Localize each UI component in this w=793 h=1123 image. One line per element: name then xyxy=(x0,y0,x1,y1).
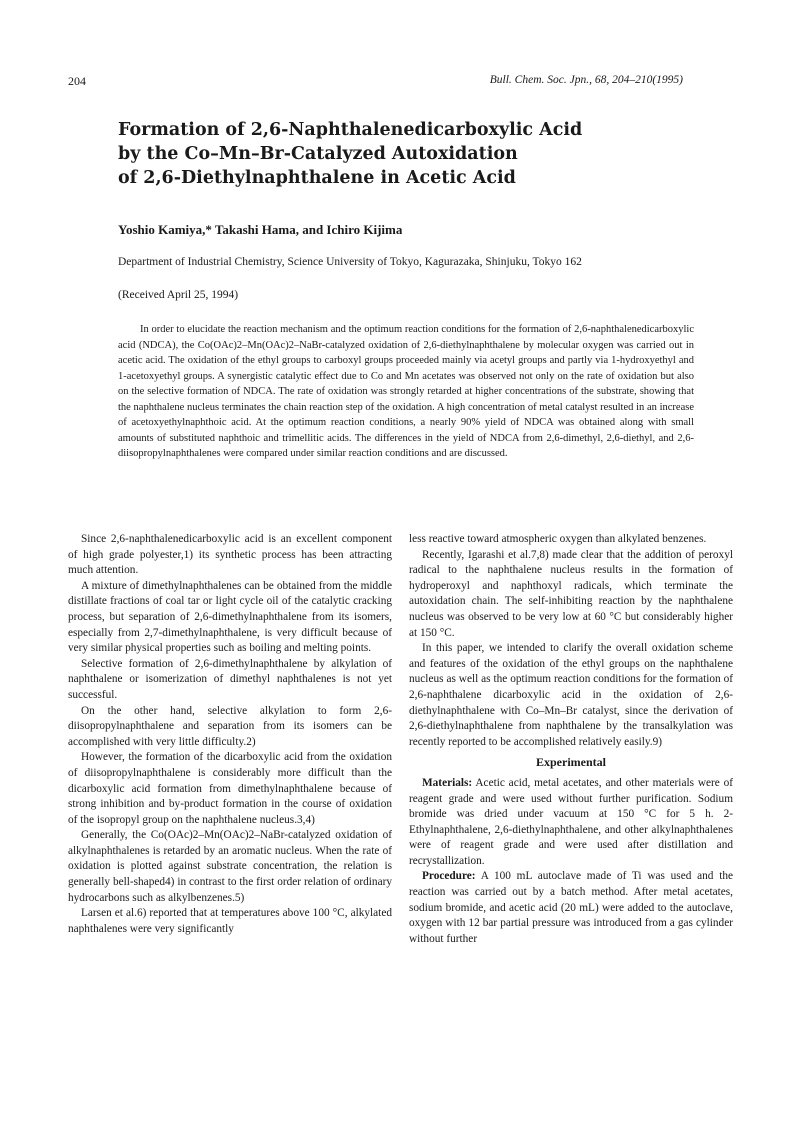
materials-paragraph xyxy=(409,776,733,870)
paragraph: Since 2,6-naphthalenedicarboxylic acid is an excellent component of high grade polyester,1) its synthetic process has been attracting much attention. xyxy=(68,533,392,577)
left-column xyxy=(68,532,392,937)
paragraph: less reactive toward atmospheric oxygen than alkylated benzenes. xyxy=(409,533,707,545)
procedure-text: A 100 mL autoclave made of Ti was used and the reaction was carried out by a batch method. After metal acetates, sodium bromide, and acetic acid (20 mL) were added to the autoclave, oxygen with 12 bar partial pressure was introduced from a gas cylinder without further xyxy=(409,870,733,945)
procedure-paragraph xyxy=(409,869,733,947)
paragraph: Larsen et al.6) reported that at temperatures above 100 °C, alkylated naphthalenes were very significantly xyxy=(68,907,392,935)
title-line-2: by the Co–Mn–Br-Catalyzed Autoxidation xyxy=(118,144,518,164)
title-line-3: of 2,6-Diethylnaphthalene in Acetic Acid xyxy=(118,168,516,188)
section-heading-experimental: Experimental xyxy=(536,755,606,770)
paragraph: Recently, Igarashi et al.7,8) made clear that the addition of peroxyl radical to the naphthalene nucleus results in the formation of hydroperoxyl and naphthoxyl radicals, which terminate the autoxidation chain. The self-inhibiting reaction by the naphthalene nucleus was observed to be very low at 60 °C but considerably higher at 150 °C. xyxy=(409,548,733,639)
running-head: Bull. Chem. Soc. Jpn., 68, 204–210(1995) xyxy=(489,74,683,86)
paragraph: Generally, the Co(OAc)2–Mn(OAc)2–NaBr-catalyzed oxidation of alkylnaphthalenes is retarded by an aromatic nucleus. When the rate of oxidation is plotted against substrate concentration, the relation is generally bell-shaped4) in contrast to the first order relation of ordinary hydrocarbons such as alkylbenzenes.5) xyxy=(68,829,392,904)
affiliation: Department of Industrial Chemistry, Science University of Tokyo, Kagurazaka, Shinjuku, Tokyo 162 xyxy=(118,256,582,268)
materials-text: Acetic acid, metal acetates, and other materials were of reagent grade and were used without further purification. Sodium bromide was dried under vacuum at 150 °C for 5 h. 2-Ethylnaphthalene, 2,6-diethylnaphthalene, and other alkylnaphthalenes were of reagent grade and were used after distillation and recrystallization. xyxy=(409,776,733,867)
article-title xyxy=(118,118,698,190)
paragraph: Selective formation of 2,6-dimethylnaphthalene by alkylation of naphthalene or isomerization of dimethyl naphthalenes is not yet successful. xyxy=(68,657,392,701)
abstract: In order to elucidate the reaction mechanism and the optimum reaction conditions for the formation of 2,6-naphthalenedicarboxylic acid (NDCA), the Co(OAc)2–Mn(OAc)2–NaBr-catalyzed oxidation of 2,6-diethylnaphthalene by molecular oxygen was carried out in acetic acid. The oxidation of the ethyl groups to carboxyl groups proceeded mainly via acetyl groups and partly via 1-hydroxyethyl and 1-acetoxyethyl groups. A synergistic catalytic effect due to Co and Mn acetates was observed not only on the rate of oxidation but also on the selective formation of NDCA. The rate of oxidation was strongly retarded at higher concentrations of the substrate, showing that the naphthalene nucleus terminates the chain reaction step of the oxidation. A high concentration of metal catalyst resulted in an increase of acetoxyethylnaphthoic acid. At the optimum reaction conditions, a nearly 90% yield of NDCA was obtained along with small amounts of substituted naphthoic and trimellitic acids. The differences in the yield of NDCA from 2,6-dimethyl, 2,6-diethyl, and 2,6-diisopropylnaphthalenes were compared under similar reaction conditions and are discussed. xyxy=(118,324,694,459)
paragraph: On the other hand, selective alkylation to form 2,6-diisopropylnaphthalene and separation from its isomers can be accomplished with very little difficulty.2) xyxy=(68,704,392,748)
received-date: (Received April 25, 1994) xyxy=(118,289,239,301)
right-column xyxy=(409,532,733,947)
title-line-1: Formation of 2,6-Naphthalenedicarboxylic Acid xyxy=(118,120,583,140)
author-list: Yoshio Kamiya,* Takashi Hama, and Ichiro Kijima xyxy=(118,222,403,237)
paragraph: However, the formation of the dicarboxylic acid from the oxidation of diisopropylnaphthalene is considerably more difficult than the dicarboxylic acid formation from dimethylnaphthalene because of strong inhibition and by-product formation in the course of oxidation of the isopropyl group on the naphthalene nucleus.3,4) xyxy=(68,751,392,826)
run-in-heading: Materials: xyxy=(422,776,473,789)
page-number: 204 xyxy=(68,74,86,88)
run-in-heading: Procedure: xyxy=(422,870,476,883)
paragraph: In this paper, we intended to clarify the overall oxidation scheme and features of the oxidation of the ethyl groups on the naphthalene nucleus as well as the optimum reaction conditions for the formation of 2,6-naphthalene dicarboxylic acid in the oxidation of 2,6-diethylnaphthalene with Co–Mn–Br catalyst, since the derivation of 2,6-diethylnaphthalene from naphthalene by the transalkylation was recently reported to be accomplished relatively easily.9) xyxy=(409,642,733,748)
paragraph: A mixture of dimethylnaphthalenes can be obtained from the middle distillate fractions of coal tar or light cycle oil of the catalytic cracking process, but separation of 2,6-dimethylnaphthalene from its isomers, especially from 2,7-dimethylnaphthalene, is very difficult because of very similar physical properties such as boiling and melting points. xyxy=(68,579,392,655)
